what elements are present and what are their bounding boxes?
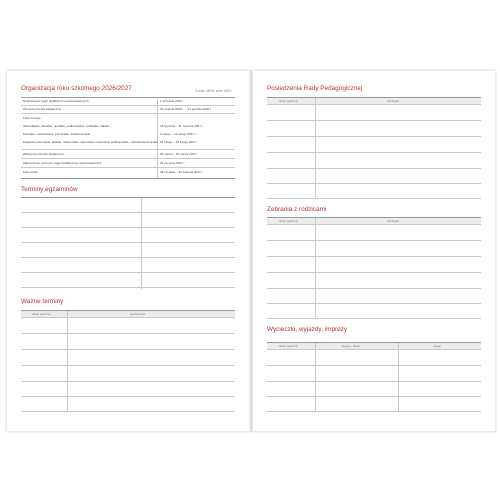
parents-col-topic: tematyka	[387, 219, 400, 223]
exams-row-rule	[21, 257, 235, 258]
parents-row-rule	[267, 224, 481, 225]
important-col-event: wydarzenie	[130, 312, 146, 316]
org-row-rule	[21, 113, 235, 114]
left-page	[6, 70, 250, 432]
trips-col-date: dzień godzina	[279, 344, 298, 348]
org-bottom-rule	[21, 178, 235, 179]
org-row-label: lubelskie, mazowieckie, pomorskie, świętokrzyskie	[23, 132, 91, 136]
parents-col-date: dzień godzina	[279, 219, 298, 223]
org-row-value: 1 września 2026 r.	[160, 99, 185, 103]
trips-col-notes: uwagi	[433, 344, 441, 348]
council-header	[267, 97, 481, 104]
trips-row-rule	[267, 349, 481, 350]
parents-header	[267, 217, 481, 224]
trips-header	[267, 342, 481, 349]
important-row-rule	[21, 333, 235, 334]
trips-row-rule	[267, 396, 481, 397]
exams-title: Terminy egzaminów	[21, 186, 78, 193]
trips-row-rule	[267, 411, 481, 412]
parents-row-rule	[267, 217, 481, 218]
org-row-label: Wiosenna przerwa świąteczna	[23, 152, 64, 156]
trips-row-rule	[267, 365, 481, 366]
council-row-rule	[267, 183, 481, 184]
important-row-rule	[21, 396, 235, 397]
org-row-rule	[21, 105, 235, 106]
important-row-rule	[21, 310, 235, 311]
org-row-value: 25 czerwca 2027 r.	[160, 161, 186, 165]
right-page	[252, 70, 496, 432]
important-row-rule	[21, 365, 235, 366]
council-row-rule	[267, 136, 481, 137]
org-row-label: Ferie zimowe	[23, 116, 41, 120]
org-row-value: 25 marca – 30 marca 2027 r.	[160, 152, 199, 156]
org-row-rule	[21, 158, 235, 159]
org-row-label: Zimowa przerwa świąteczna	[23, 107, 61, 111]
trips-title: Wycieczki, wyjazdy, imprezy	[267, 326, 348, 333]
trips-col-place: miejsce, klasa	[341, 344, 360, 348]
trips-row-rule	[267, 342, 481, 343]
org-row-rule	[21, 167, 235, 168]
exams-row-rule	[21, 242, 235, 243]
org-row-label: Rozpoczęcie zajęć dydaktyczno-wychowawczych	[23, 99, 89, 103]
parents-row-rule	[267, 240, 481, 241]
council-title: Posiedzenia Rady Pedagogicznej	[267, 85, 363, 92]
org-note: Źródło: MEN, wzór MEN	[195, 89, 232, 93]
council-col-date: dzień godzina	[279, 99, 298, 103]
important-title: Ważne terminy	[21, 298, 64, 305]
council-row-rule	[267, 104, 481, 105]
important-col-date: dzień godzina	[32, 312, 51, 316]
parents-title: Zebrania z rodzicami	[267, 206, 327, 213]
org-row-label: dolnośląskie, lubuskie, opolskie, podkarpackie, podlaskie, śląskie	[23, 124, 110, 128]
parents-row-rule	[267, 303, 481, 304]
council-row-rule	[267, 152, 481, 153]
exams-row-rule	[21, 227, 235, 228]
council-row-rule	[267, 97, 481, 98]
org-row-label: Zakończenie rocznych zajęć dydaktyczno-wychowawczych	[23, 161, 102, 165]
org-row-value: 18 stycznia – 31 stycznia 2027 r.	[160, 124, 204, 128]
org-row-label: kujawsko-pomorskie, łódzkie, małopolskie, warmińsko-mazurskie, wielkopolskie, zachodniopomorskie	[23, 140, 158, 144]
important-header	[21, 310, 235, 317]
exams-col-divider	[141, 197, 142, 289]
org-title: Organizacja roku szkolnego 2026/2027	[21, 85, 132, 92]
trips-col-divider	[315, 342, 316, 412]
org-row-value: 28 czerwca – 31 sierpnia 2027 r.	[160, 170, 204, 174]
exams-row-rule	[21, 287, 235, 288]
org-top-rule	[21, 97, 235, 98]
important-row-rule	[21, 381, 235, 382]
trips-col-divider	[398, 342, 399, 412]
parents-row-rule	[267, 256, 481, 257]
org-row-label: Ferie letnie	[23, 170, 38, 174]
council-row-rule	[267, 198, 481, 199]
council-row-rule	[267, 168, 481, 169]
important-row-rule	[21, 411, 235, 412]
org-row-rule	[21, 149, 235, 150]
org-row-value: 15 lutego – 28 lutego 2027 r.	[160, 140, 199, 144]
exams-row-rule	[21, 197, 235, 198]
parents-row-rule	[267, 288, 481, 289]
org-row-value: 1 lutego – 14 lutego 2027 r.	[160, 132, 197, 136]
parents-row-rule	[267, 272, 481, 273]
parents-row-rule	[267, 318, 481, 319]
trips-row-rule	[267, 381, 481, 382]
org-row-value: 23 grudnia 2026 r. – 31 grudnia 2026 r.	[160, 107, 212, 111]
important-row-rule	[21, 349, 235, 350]
exams-row-rule	[21, 212, 235, 213]
council-col-topic: tematyka	[387, 99, 400, 103]
exams-row-rule	[21, 272, 235, 273]
council-row-rule	[267, 120, 481, 121]
important-row-rule	[21, 317, 235, 318]
